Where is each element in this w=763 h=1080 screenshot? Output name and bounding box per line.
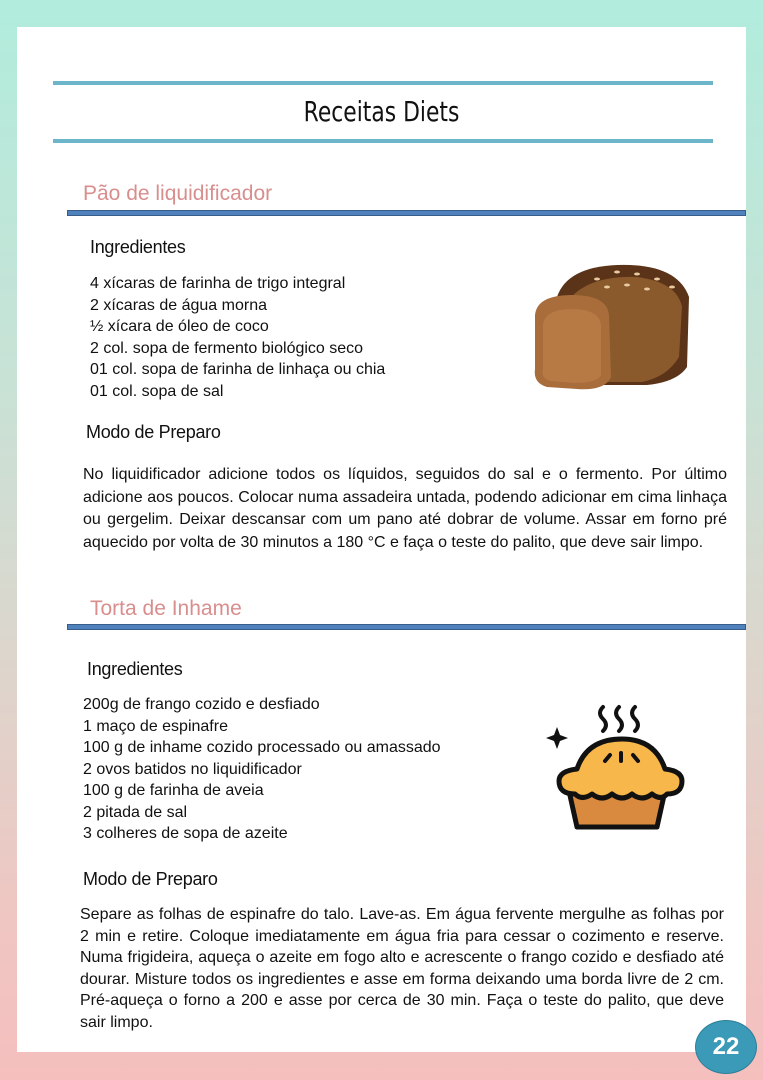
section-divider — [67, 210, 746, 216]
bread-loaf-icon — [527, 257, 697, 392]
recipe-page — [17, 27, 746, 1052]
ingredient-item: 01 col. sopa de farinha de linhaça ou chia — [90, 361, 386, 378]
ingredients-heading: Ingredientes — [90, 237, 186, 257]
ingredient-item: 2 pitada de sal — [83, 803, 188, 821]
method-heading: Modo de Preparo — [83, 869, 218, 889]
ingredient-item: 01 col. sopa de sal — [90, 382, 224, 400]
ingredient-item: 2 col. sopa de fermento biológico seco — [90, 339, 364, 357]
ingredients-list — [90, 273, 385, 402]
ingredient-item: 200g de frango cozido e desfiado — [83, 696, 320, 713]
page-number-badge: 22 — [695, 1020, 757, 1074]
ingredients-list — [83, 694, 441, 845]
method-heading: Modo de Preparo — [86, 422, 221, 442]
ingredients-heading: Ingredientes — [87, 659, 183, 679]
method-text: Separe as folhas de espinafre do talo. Lave-as. Em água fervente mergulhe as folhas por 2 min e retire. Coloque imediatamente em água fria para cessar o cozimento e reserve. Numa frigideira, aqueça o azeite em fogo alto e acrescente o frango cozido e desfiado até dourar. Misture todos os ingredientes e asse em forma deixando uma borda livre de 2 cm. Pré-aqueça o forno a 200 e asse por cerca de 30 min. Faça o teste do palito, que deve sair limpo. — [80, 906, 724, 1031]
recipe-title: Pão de liquidificador — [83, 182, 273, 205]
ingredient-item: 4 xícaras de farinha de trigo integral — [90, 275, 346, 292]
page-title: Receitas Diets — [303, 95, 460, 128]
pie-icon — [537, 699, 697, 834]
ingredient-item: 1 maço de espinafre — [83, 717, 228, 735]
ingredient-item: 100 g de inhame cozido processado ou amassado — [83, 739, 441, 756]
header-rule-bottom — [53, 139, 713, 143]
recipe-title: Torta de Inhame — [90, 597, 242, 620]
method-text: No liquidificador adicione todos os líquidos, seguidos do sal e o fermento. Por último adicione aos poucos. Colocar numa assadeira untada, podendo adicionar em cima linhaça ou gergelim. Deixar descansar com um pano até dobrar de volume. Assar em forno pré aquecido por volta de 30 minutos a 180 °C e faça o teste do palito, que deve sair limpo. — [83, 466, 727, 551]
ingredient-item: 3 colheres de sopa de azeite — [83, 825, 288, 842]
ingredient-item: 2 ovos batidos no liquidificador — [83, 760, 302, 778]
ingredient-item: ½ xícara de óleo de coco — [90, 318, 269, 335]
ingredient-item: 2 xícaras de água morna — [90, 296, 267, 314]
section-divider — [67, 624, 746, 630]
ingredient-item: 100 g de farinha de aveia — [83, 782, 264, 799]
